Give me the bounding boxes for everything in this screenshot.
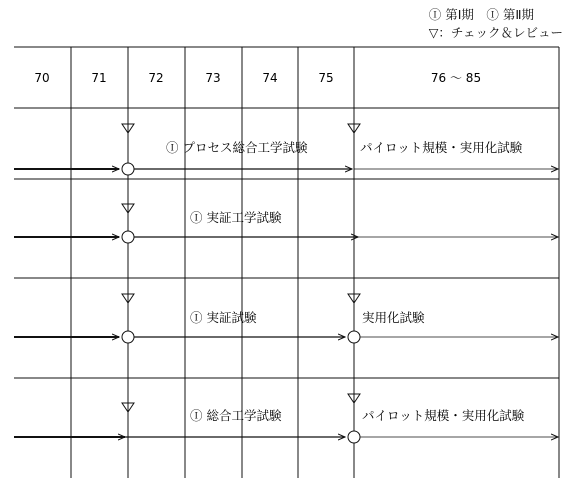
row-demonstration-engineering-test xyxy=(14,204,558,243)
milestone-circle xyxy=(122,163,134,175)
milestone-circle xyxy=(122,231,134,243)
year-70: 70 xyxy=(34,71,50,85)
year-74: 74 xyxy=(262,71,278,85)
milestone-circle xyxy=(122,331,134,343)
row-demonstration-test xyxy=(14,294,558,343)
row-label: Ⓘ プロセス総合工学試験 xyxy=(166,140,308,155)
row-right-label: 実用化試験 xyxy=(362,310,425,325)
year-72: 72 xyxy=(148,71,164,85)
row-right-label: パイロット規模・実用化試験 xyxy=(362,408,525,423)
year-71: 71 xyxy=(91,71,107,85)
year-76-85: 76 ～ 85 xyxy=(430,71,482,85)
milestone-circle xyxy=(348,431,360,443)
row-process-integrated-test xyxy=(14,124,558,175)
row-label: Ⓘ 実証工学試験 xyxy=(190,210,282,225)
legend-phases: Ⓘ 第Ⅰ期 Ⓘ 第Ⅱ期 xyxy=(428,7,535,22)
year-header-row xyxy=(34,71,481,85)
row-integrated-engineering-test xyxy=(14,394,558,443)
year-73: 73 xyxy=(205,71,221,85)
milestone-circle xyxy=(348,331,360,343)
row-label: Ⓘ 実証試験 xyxy=(190,310,257,325)
row-label: Ⓘ 総合工学試験 xyxy=(190,408,282,423)
year-75: 75 xyxy=(318,71,334,85)
legend-check-review: ▽：チェック＆レビュー xyxy=(428,25,563,40)
row-right-label: パイロット規模・実用化試験 xyxy=(360,140,523,155)
